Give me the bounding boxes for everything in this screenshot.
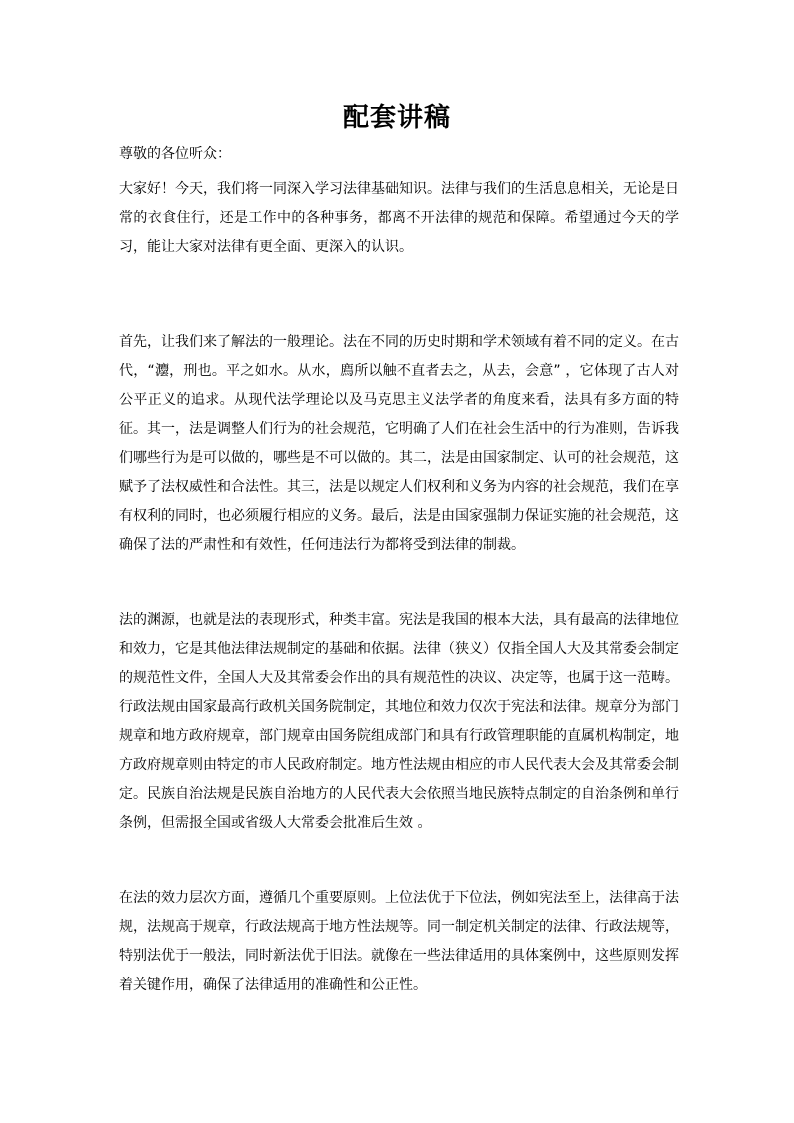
paragraph-general-theory: 首先，让我们来了解法的一般理论。法在不同的历史时期和学术领域有着不同的定义。在古代，“灋，刑也。平之如水。从水，廌所以触不直者去之，从去，会意” ，它体现了古人对公平正义的追求。从现代法学理论以及马克思主义法学者的角度来看，法具有多方面的特征。其一，法是调整人们行为的社会规范，它明确了人们在社会生活中的行为准则，告诉我们哪些行为是可以做的，哪些是不可以做的。其二，法是由国家制定、认可的社会规范，这赋予了法权威性和合法性。其三，法是以规定人们权利和义务为内容的社会规范，我们在享有权利的同时，也必须履行相应的义务。最后，法是由国家强制力保证实施的社会规范，这确保了法的严肃性和有效性，任何违法行为都将受到法律的制裁。 xyxy=(119,334,679,553)
salutation: 尊敬的各位听众： xyxy=(119,146,231,162)
paragraph-sources-of-law: 法的渊源，也就是法的表现形式，种类丰富。宪法是我国的根本大法，具有最高的法律地位和效力，它是其他法律法规制定的基础和依据。法律（狭义）仅指全国人大及其常委会制定的规范性文件，全国人大及其常委会作出的具有规范性的决议、决定等，也属于这一范畴。行政法规由国家最高行政机关国务院制定，其地位和效力仅次于宪法和法律。规章分为部门规章和地方政府规章，部门规章由国务院组成部门和具有行政管理职能的直属机构制定，地方政府规章则由特定的市人民政府制定。地方性法规由相应的市人民代表大会及其常委会制定。民族自治法规是民族自治地方的人民代表大会依照当地民族特点制定的自治条例和单行条例，但需报全国或省级人大常委会批准后生效 。 xyxy=(119,612,679,831)
paragraph-intro: 大家好！今天，我们将一同深入学习法律基础知识。法律与我们的生活息息相关，无论是日常的衣食住行，还是工作中的各种事务，都离不开法律的规范和保障。希望通过今天的学习，能让大家对法律有更全面、更深入的认识。 xyxy=(119,181,679,255)
paragraph-hierarchy-of-effect: 在法的效力层次方面，遵循几个重要原则。上位法优于下位法，例如宪法至上，法律高于法规，法规高于规章，行政法规高于地方性法规等。同一制定机关制定的法律、行政法规等，特别法优于一般法，同时新法优于旧法。就像在一些法律适用的具体案例中，这些原则发挥着关键作用，确保了法律适用的准确性和公正性。 xyxy=(119,890,679,993)
document-title: 配套讲稿 xyxy=(342,103,451,133)
